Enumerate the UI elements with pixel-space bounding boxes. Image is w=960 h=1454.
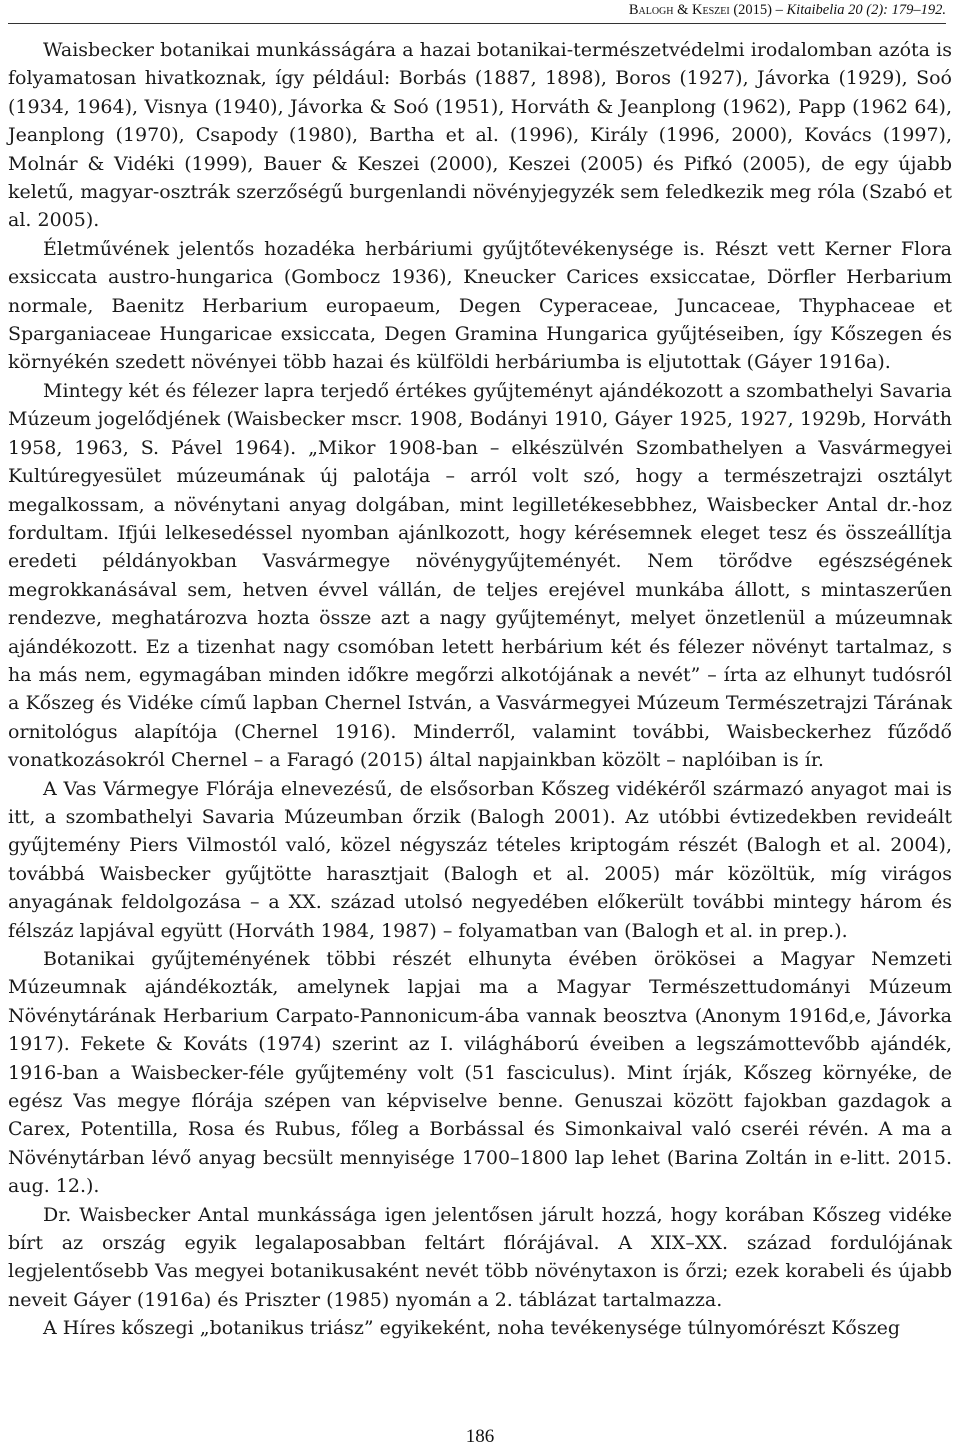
header-rule — [8, 23, 946, 24]
paragraph: Dr. Waisbecker Antal munkássága igen jelentősen járult hozzá, hogy korában Kőszeg vidéke bírt az ország egyik legalaposabban feltárt flórájával. A XIX–XX. század fordulójának legjelentősebb Vas megyei botanikusaként nevét több növénytaxon is őrzi; ezek korabeli és újabb neveit Gáyer (1916a) és Priszter (1985) nyomán a 2. táblázat tartalmazza. — [8, 1203, 952, 1311]
paragraph: Életművének jelentős hozadéka herbáriumi gyűjtőtevékenysége is. Részt vett Kerner Flora exsiccata austro-hungarica (Gombocz 1936), Kneucker Carices exsiccatae, Dörfler Herbarium normale, Baenitz Herbarium europaeum, Degen Cyperaceae, Juncaceae, Thyphaceae et Sparganiaceae Hungaricae exsiccata, Degen Gramina Hungarica gyűjtéseiben, így Kőszegen és környékén szedett növényei több hazai és külföldi herbáriumba is eljutottak (Gáyer 1916a). — [8, 237, 952, 374]
page-number: 186 — [465, 1426, 495, 1447]
paragraph: A Vas Vármegye Flórája elnevezésű, de elsősorban Kőszeg vidékéről származó anyagot mai is itt, a szombathelyi Savaria Múzeumban őrzik (Balogh 2001). Az utóbbi évtizedekben revideált gyűjtemény Piers Vilmostól való, közel négyszáz tételes kriptogám részét (Balogh et al. 2004), továbbá Waisbecker gyűjtötte harasztjait (Balogh et al. 2005) már közöltük, míg virágos anyagának feldolgozása – a XX. század utolsó negyedében előkerült további mintegy három és félszáz lapjával együtt (Horváth 1984, 1987) – folyamatban van (Balogh et al. in prep.). — [8, 777, 952, 942]
running-head-journal: Kitaibelia 20 (2): 179–192. — [786, 2, 946, 18]
paragraph: Botanikai gyűjteményének többi részét elhunyta évében örökösei a Magyar Nemzeti Múzeumnak ajándékozták, amelynek lapjai ma a Magyar Természettudományi Múzeum Növénytárának Herbarium Carpato-Pannonicum-ába vannak beosztva (Anonym 1916d,e, Jávorka 1917). Fekete & Kováts (1974) szerint az I. világháború éveiben a legszámottevőbb ajándék, 1916-ban a Waisbecker-féle gyűjtemény volt (51 fasciculus). Mint írják, Kőszeg környéke, de egész Vas megye flórája szépen van képviselve benne. Genuszai között fajokban gazdagok a Carex, Potentilla, Rosa és Rubus, főleg a Borbással és Simonkaival való cseréi révén. A ma a Növénytárban lévő anyag becsült mennyisége 1700–1800 lap lehet (Barina Zoltán in e-litt. 2015. aug. 12.). — [8, 948, 952, 1198]
paragraph: A Híres kőszegi „botanikus triász” egyikeként, noha tevékenysége túlnyomórészt Kőszeg — [43, 1317, 901, 1340]
paragraph: Mintegy két és félezer lapra terjedő értékes gyűjteményt ajándékozott a szombathelyi Savaria Múzeum jogelődjének (Waisbecker mscr. 1908, Bodányi 1910, Gáyer 1925, 1927, 1929b, Horváth 1958, 1963, S. Pável 1964). „Mikor 1908-ban – elkészülvén Szombathelyen a Vasvármegyei Kultúregyesület múzeumának új palotája – arról volt szó, hogy a természetrajzi osztályt megalkossam, a növénytani anyag dolgában, mint legilletékesebbhez, Waisbecker Antal dr.-hoz fordultam. Ifjúi lelkesedéssel nyomban ajánlkozott, hogy kérésemnek eleget tesz és összeállítja eredeti példányokban Vasvármegye növénygyűjteményét. Nem törődve egészségének megrokkanásával sem, hetven évvel vállán, de teljes erejével munkába állott, s mintaszerűen rendezve, meghatározva hozta össze azt a nagy gyűjteményt, melyet önzetlenül a múzeumnak ajándékozott. Ez a tizenhat nagy csomóban letett herbárium két és félezer növényt tartalmaz, s ha más nem, egymagában minden időkre megőrzi alkotójának a nevét” – írta az elhunyt tudósról a Kőszeg és Vidéke című lapban Chernel István, a Vasvármegyei Múzeum Természetrajzi Tárának ornitológus alapítója (Chernel 1916). Minderről, valamint további, Waisbeckerhez fűződő vonatkozásokról Chernel – a Faragó (2015) által napjainkban közölt – naplóiban is ír. — [8, 379, 952, 772]
body-text — [8, 36, 952, 1343]
running-head: Balogh & Keszei (2015) – Kitaibelia 20 (2): 179–192. — [628, 2, 946, 18]
paragraph: Waisbecker botanikai munkásságára a hazai botanikai-természetvédelmi irodalomban azóta is folyamatosan hivatkoznak, így például: Borbás (1887, 1898), Boros (1927), Jávorka (1929), Soó (1934, 1964), Visnya (1940), Jávorka & Soó (1951), Horváth & Jeanplong (1962), Papp (1962 64), Jeanplong (1970), Csapody (1980), Bartha et al. (1996), Király (1996, 2000), Kovács (1997), Molnár & Vidéki (1999), Bauer & Keszei (2000), Keszei (2005) és Pifkó (2005), de egy újabb keletű, magyar-osztrák szerzőségű burgenlandi növényjegyzék sem feledkezik meg róla (Szabó et al. 2005). — [8, 39, 952, 232]
running-head-authors: Balogh & Keszei (2015) — [628, 2, 772, 18]
